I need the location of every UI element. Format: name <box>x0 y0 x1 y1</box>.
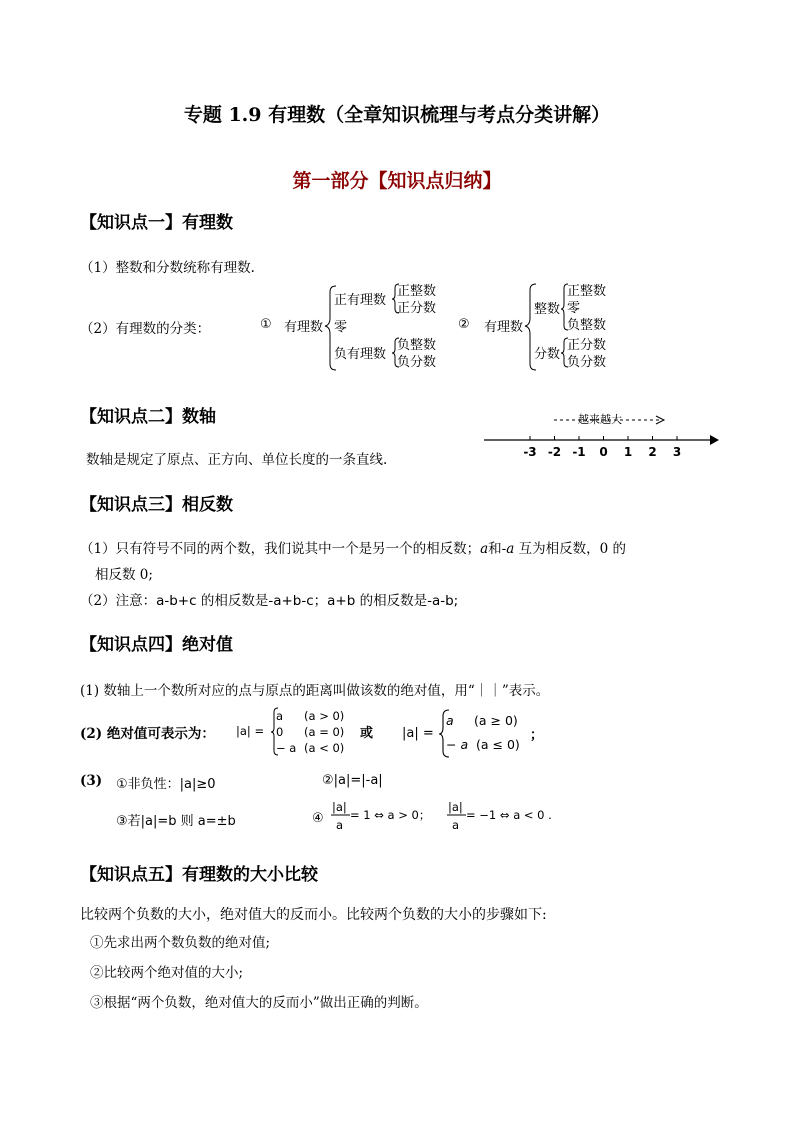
classification-1-root: 有理数 <box>284 320 324 335</box>
prop5-frac-den: a <box>452 818 460 832</box>
case1-cond-2: (a = 0) <box>304 725 345 739</box>
number-line-tick-label: -1 <box>572 445 586 459</box>
prop4-marker: ④ <box>312 811 324 826</box>
case2-val-2: − a <box>446 737 469 752</box>
kp3-line2 <box>80 589 458 609</box>
abs-semicolon: ； <box>530 728 544 743</box>
classification-1-neg-int: 负整数 <box>397 338 437 353</box>
kp5-step2: ②比较两个绝对值的大小; <box>90 965 244 981</box>
kp4-line1: (1) 数轴上一个数所对应的点与原点的距离叫做该数的绝对值，用“｜｜”表示。 <box>80 683 550 699</box>
classification-1-pos-int: 正整数 <box>397 284 437 299</box>
kp5-heading: 【知识点五】有理数的大小比较 <box>80 865 318 885</box>
number-line-tick-label: 3 <box>672 445 682 459</box>
kp3-line2-text: a-b+c 的相反数是-a+b-c；a+b 的相反数是-a-b; <box>156 593 459 609</box>
kp3-line1-text: （1）只有符号不同的两个数，我们说其中一个是另一个的相反数； <box>80 541 481 557</box>
classification-1-pos: 正有理数 <box>334 293 387 308</box>
classification-2-marker: ② <box>458 317 470 332</box>
classification-1-zero: 零 <box>334 320 348 335</box>
number-line-tick-label: -3 <box>523 445 537 459</box>
kp2-text: 数轴是规定了原点、正方向、单位长度的一条直线. <box>86 452 388 468</box>
case1-cond-3: (a < 0) <box>304 741 345 755</box>
part-one-heading: 第一部分【知识点归纳】 <box>292 170 502 192</box>
classification-2-int: 整数 <box>534 302 561 317</box>
abs-lhs-2: |a| = <box>402 726 434 741</box>
classification-2-neg-int: 负整数 <box>567 318 607 333</box>
classification-2-neg-frac: 负分数 <box>567 355 607 370</box>
classification-2-zero: 零 <box>567 301 581 316</box>
case1-val-3: − a <box>276 741 297 755</box>
kp3-line1-and: 和- <box>488 541 507 557</box>
case1-val-1: a <box>276 709 284 723</box>
abs-lhs-1: |a| = <box>236 724 265 738</box>
case2-cond-1: (a ≥ 0) <box>474 713 518 728</box>
number-line-caption: 越来越大 <box>578 413 622 426</box>
kp4-line2-label: (2) 绝对值可表示为： <box>80 726 215 742</box>
kp1-line1: （1）整数和分数统称有理数. <box>80 260 255 276</box>
classification-1-pos-frac: 正分数 <box>397 301 437 316</box>
kp4-prop3: ③若|a|=b 则 a=±b <box>116 814 236 829</box>
kp5-step1: ①先求出两个数负数的绝对值; <box>90 935 271 951</box>
classification-2-frac: 分数 <box>534 347 561 362</box>
kp4-heading: 【知识点四】绝对值 <box>80 635 233 655</box>
classification-1-neg-frac: 负分数 <box>397 355 437 370</box>
number-line-tick-label: -2 <box>547 445 562 459</box>
abs-value-definitions <box>236 705 566 760</box>
kp4-prop2: ②|a|=|-a| <box>322 773 383 788</box>
prop5-frac-num: |a| <box>448 800 463 814</box>
kp3-line1 <box>80 537 626 557</box>
kp3-line2-label: （2）注意： <box>80 593 157 609</box>
prop5-rest: = −1 ⇔ a < 0 . <box>466 808 552 822</box>
case1-val-2: 0 <box>276 725 284 739</box>
classification-1-marker: ① <box>260 317 272 332</box>
number-line-arrowhead <box>710 435 719 445</box>
kp3-var-a: a <box>480 541 489 557</box>
number-line-tick-label: 0 <box>599 445 608 459</box>
kp3-line1-tail: 互为相反数，0 的 <box>514 541 626 557</box>
kp4-line3-label: (3) <box>80 773 103 789</box>
kp3-heading: 【知识点三】相反数 <box>80 495 233 515</box>
classification-1-neg: 负有理数 <box>334 347 387 362</box>
prop4-rest: = 1 ⇔ a > 0； <box>350 808 431 822</box>
case2-val-1: a <box>446 713 454 728</box>
number-line-tick-label: 1 <box>623 445 633 459</box>
prop4-frac-num: |a| <box>332 800 347 814</box>
kp3-var-a2: a <box>506 541 515 557</box>
number-line <box>484 405 724 465</box>
kp5-step3: ③根据“两个负数，绝对值大的反而小”做出正确的判断。 <box>90 995 428 1011</box>
classification-2-pos-frac: 正分数 <box>567 338 607 353</box>
kp1-line2-label: （2）有理数的分类： <box>80 321 211 337</box>
kp2-heading: 【知识点二】数轴 <box>80 407 216 427</box>
kp5-line1: 比较两个负数的大小，绝对值大的反而小。比较两个负数的大小的步骤如下: <box>80 907 547 923</box>
classification-2-root: 有理数 <box>484 320 524 335</box>
kp3-line1-cont: 相反数 0; <box>95 567 153 583</box>
case1-cond-1: (a > 0) <box>304 709 345 723</box>
prop4-frac-den: a <box>336 818 344 832</box>
classification-2-pos-int: 正整数 <box>567 284 607 299</box>
case2-cond-2: (a ≤ 0) <box>476 737 520 752</box>
kp1-heading: 【知识点一】有理数 <box>80 213 233 233</box>
number-line-tick-label: 2 <box>648 445 657 459</box>
abs-or: 或 <box>360 726 374 741</box>
kp4-prop1: ①非负性：|a|≥0 <box>116 777 216 792</box>
abs-ratio-properties <box>312 797 562 837</box>
page-title: 专题 1.9 有理数（全章知识梳理与考点分类讲解） <box>183 104 611 126</box>
classification-diagrams <box>250 278 730 378</box>
